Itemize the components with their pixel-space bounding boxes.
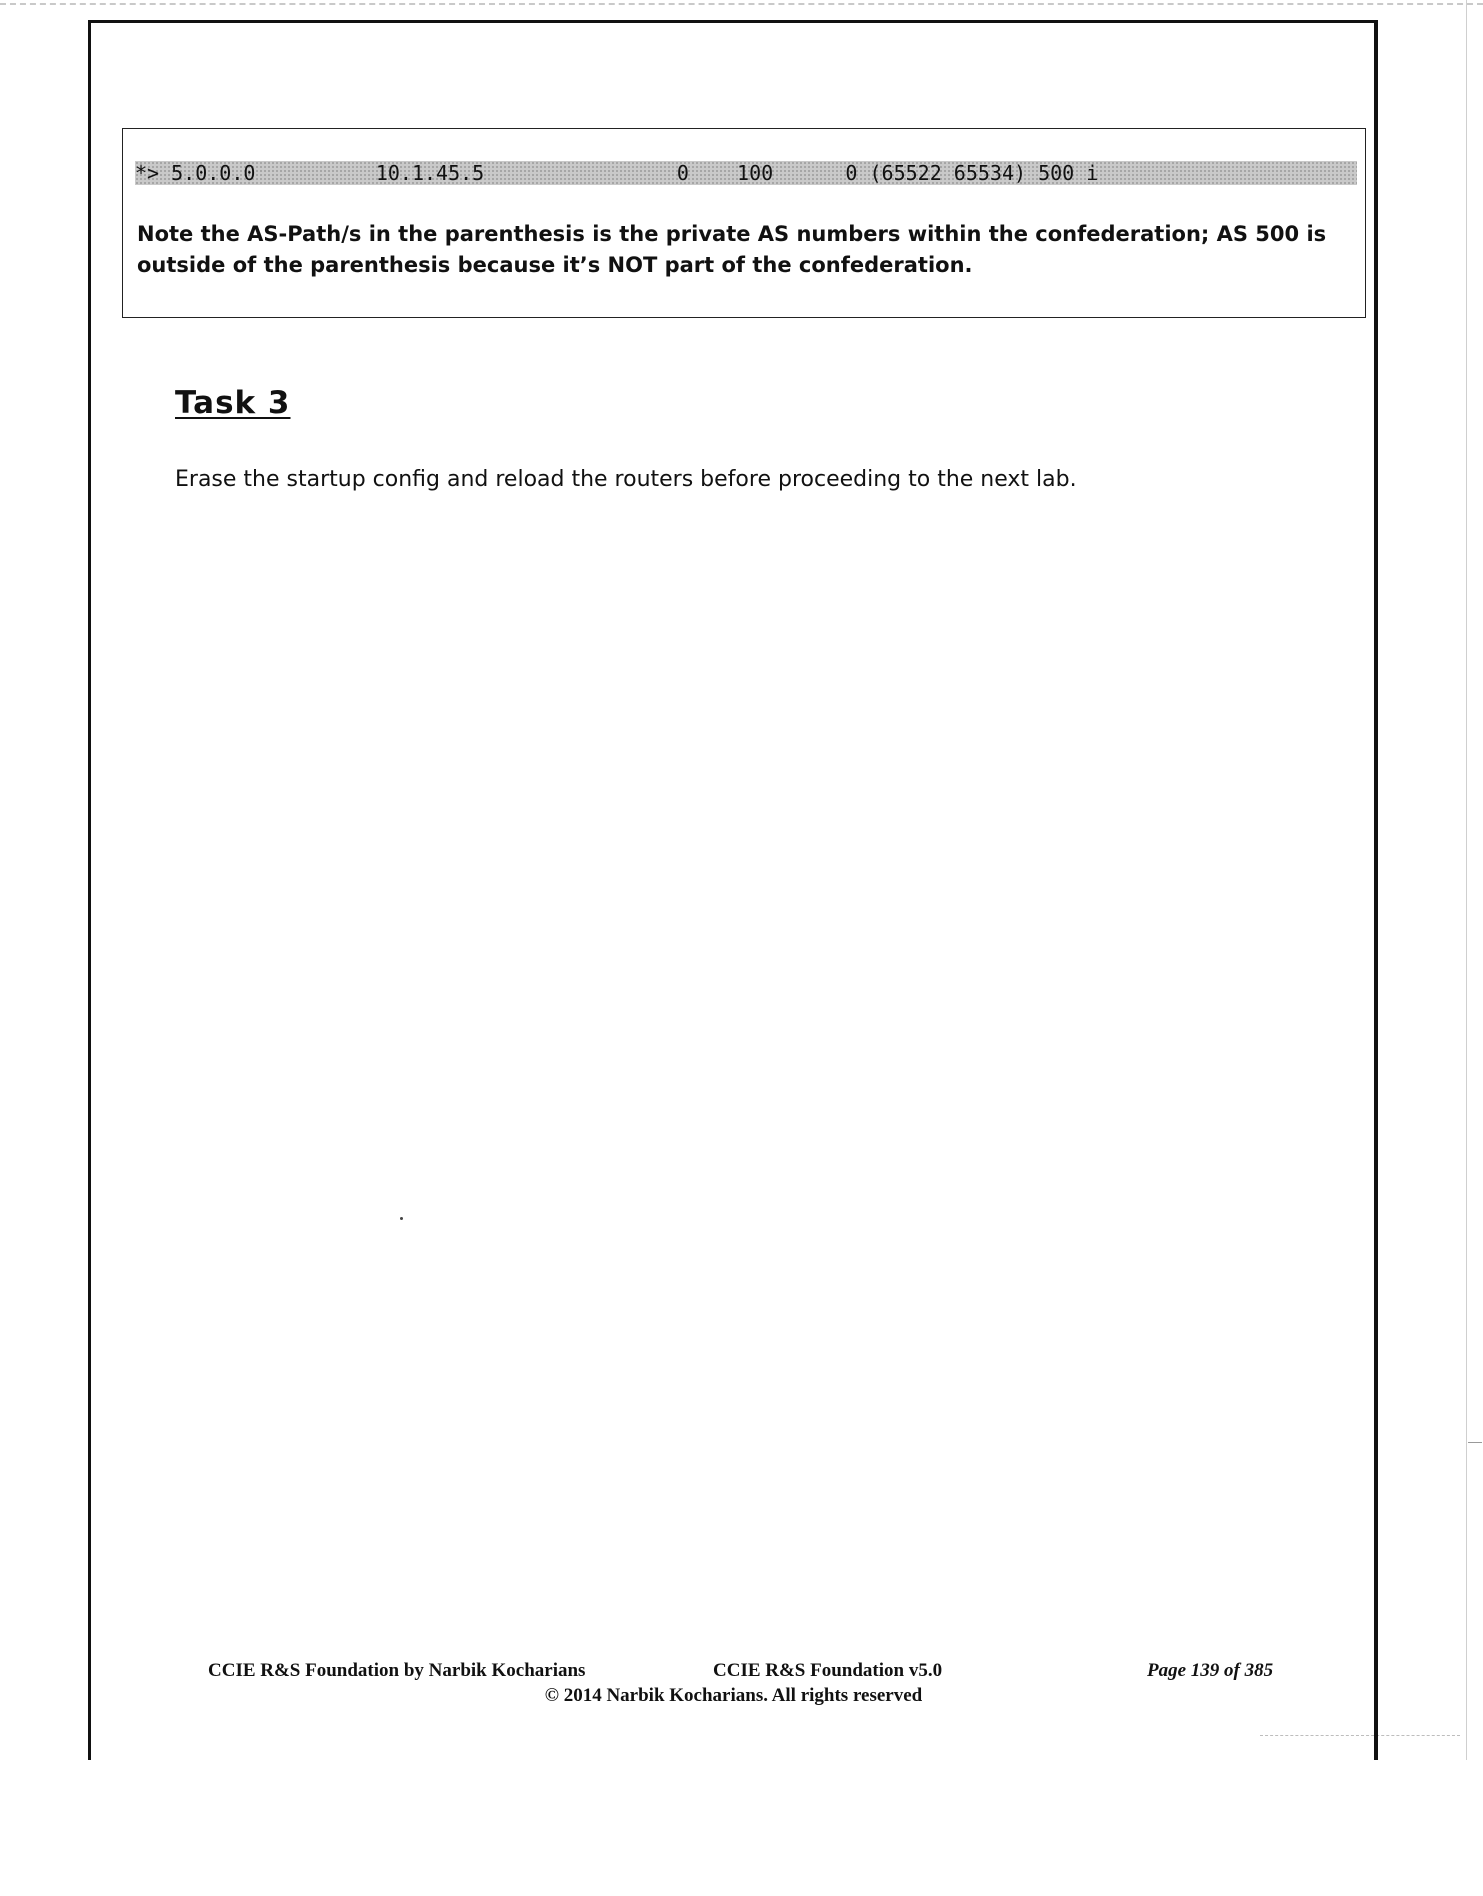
scan-speck: [400, 1217, 403, 1220]
note-text: Note the AS-Path/s in the parenthesis is the private AS numbers within the confederation; AS 500 is outside of the parenthesis because it’s NOT part of the confederation.: [137, 222, 1327, 277]
scan-edge-mark: [1468, 1442, 1482, 1443]
scan-right-edge: [1466, 0, 1467, 1760]
page-number: Page 139 of 385: [1147, 1660, 1274, 1681]
footer-edition: CCIE R&S Foundation v5.0: [713, 1660, 943, 1681]
task-instruction: Erase the startup config and reload the routers before proceeding to the next lab.: [175, 467, 1077, 492]
note-box: [122, 128, 1366, 318]
task-heading: Task 3: [175, 385, 291, 421]
footer-copyright: [0, 1685, 1483, 1707]
copyright-text: © 2014 Narbik Kocharians. All rights reserved: [544, 1685, 923, 1706]
cli-output-line: *> 5.0.0.0 10.1.45.5 0 100 0 (65522 65534) 500 i: [135, 161, 1357, 185]
footer-book-title: CCIE R&S Foundation by Narbik Kocharians: [208, 1660, 586, 1681]
scan-top-edge: [0, 3, 1483, 5]
